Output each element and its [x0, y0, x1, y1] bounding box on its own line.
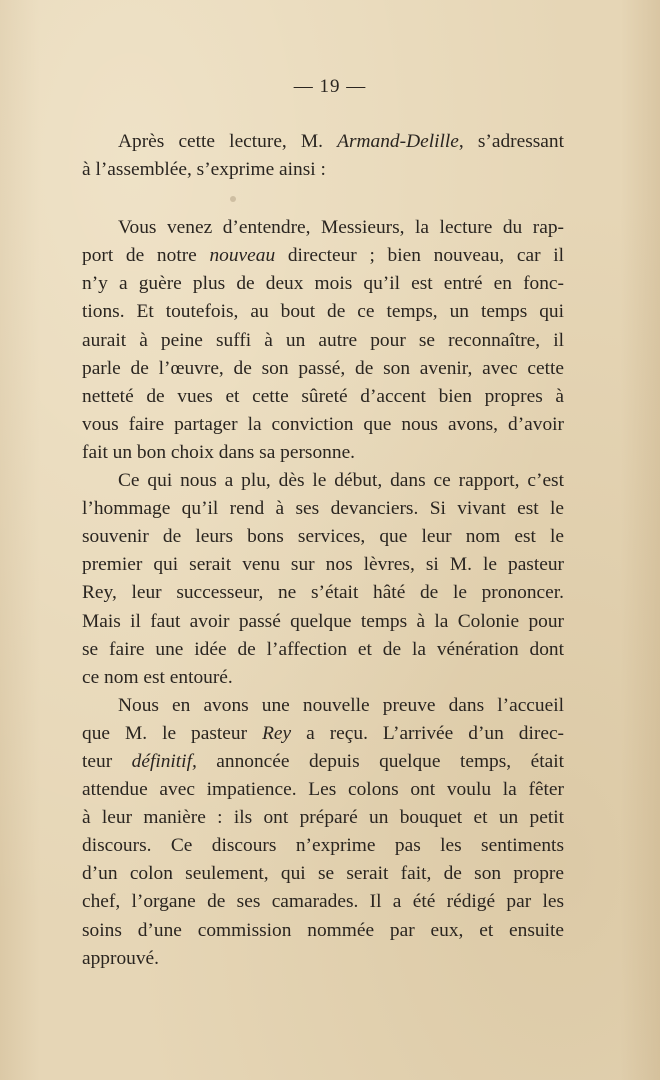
page-number: — 19 — [293, 76, 367, 97]
text-line: port de notre nouveau directeur ; bien nouveau, car il [82, 245, 564, 267]
text-line: tions. Et toutefois, au bout de ce temps, un temps qui [82, 301, 564, 323]
text-line: Après cette lecture, M. Armand-Delille, s’adressant [118, 131, 564, 152]
italic-name: Armand-Delille [337, 131, 459, 152]
text-line: premier qui serait venu sur nos lèvres, si M. le pasteur [82, 554, 564, 576]
text-line: Mais il faut avoir passé quelque temps à la Colonie pour [82, 610, 564, 632]
text-line: Nous en avons une nouvelle preuve dans l’accueil [118, 694, 564, 716]
italic-name: Rey [262, 722, 292, 744]
text-line: Ce qui nous a plu, dès le début, dans ce rapport, c’est [118, 470, 564, 492]
text-line: discours. Ce discours n’exprime pas les sentiments [82, 835, 564, 857]
text-line: netteté de vues et cette sûreté d’accent bien propres à [82, 385, 564, 407]
text-line: ce nom est entouré. [82, 666, 233, 688]
text-line: vous faire partager la conviction que nous avons, d’avoir [82, 413, 564, 435]
text-line: parle de l’œuvre, de son passé, de son avenir, avec cette [82, 357, 564, 379]
text-line: fait un bon choix dans sa personne. [82, 441, 356, 463]
text-line: approuvé. [82, 947, 159, 969]
text-line: que M. le pasteur Rey a reçu. L’arrivée d’un direc- [82, 722, 565, 744]
text-line: à l’assemblée, s’exprime ainsi : [82, 159, 326, 181]
text-line: Rey, leur successeur, ne s’était hâté de le prononcer. [82, 582, 564, 604]
text-line: à leur manière : ils ont préparé un bouquet et un petit [82, 807, 564, 829]
text-line: se faire une idée de l’affection et de la vénération dont [82, 638, 564, 660]
text-line: attendue avec impatience. Les colons ont voulu la fêter [82, 779, 564, 801]
text-line: Vous venez d’entendre, Messieurs, la lecture du rap- [118, 217, 564, 239]
text-line: soins d’une commission nommée par eux, et ensuite [82, 919, 564, 941]
text-line: n’y a guère plus de deux mois qu’il est entré en fonc- [82, 273, 564, 295]
text-line: d’un colon seulement, qui se serait fait, de son propre [82, 863, 564, 885]
body-text [82, 128, 564, 973]
italic-word: définitif, [131, 750, 197, 772]
paragraph-gap [82, 184, 564, 214]
text-line: chef, l’organe de ses camarades. Il a été rédigé par les [82, 891, 564, 913]
text-line: aurait à peine suffi à un autre pour se reconnaître, il [82, 329, 564, 351]
text-line: l’hommage qu’il rend à ses devanciers. Si vivant est le [82, 498, 564, 520]
text-line: souvenir de leurs bons services, que leur nom est le [82, 526, 564, 548]
italic-word: nouveau [209, 245, 276, 267]
text-line: teur définitif, annoncée depuis quelque temps, était [82, 750, 564, 772]
